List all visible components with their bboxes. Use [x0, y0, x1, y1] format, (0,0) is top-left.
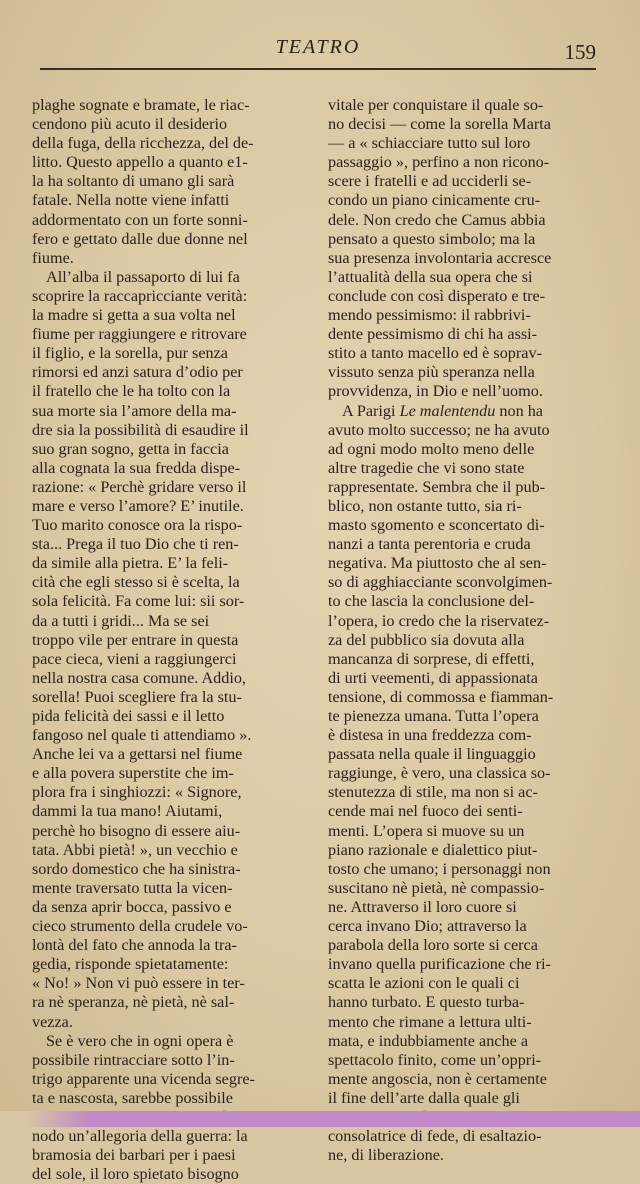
header-rule	[40, 68, 596, 70]
text-line: cendono più acuto il desiderio	[32, 115, 228, 134]
text-line: sorella! Puoi scegliere fra la stu-	[32, 687, 242, 706]
text-line: tata. Abbi pietà! », un vecchio e	[32, 840, 238, 859]
text-line: mancanza di sorprese, di effetti,	[328, 649, 535, 668]
text-line: invano quella purificazione che ri-	[328, 955, 551, 974]
text-line: sta... Prega il tuo Dio che ti ren-	[32, 535, 239, 554]
text-line: alla cognata la sua fredda dispe-	[32, 458, 241, 477]
text-line: dele. Non credo che Camus abbia	[328, 210, 546, 229]
right-text-column	[328, 96, 596, 1165]
text-line: consolatrice di fede, di esaltazio-	[328, 1127, 542, 1146]
text-line: raggiunge, è vero, una classica so-	[328, 764, 551, 783]
left-text-column	[32, 96, 304, 1184]
running-title: TEATRO	[275, 36, 361, 58]
text-line: da senza aprir bocca, passivo e	[32, 897, 232, 916]
text-line: passaggio », perfino a non ricono-	[328, 153, 550, 172]
text-line: plora fra i singhiozzi: « Signore,	[32, 783, 242, 802]
text-line: tensione, di commossa e fiamman-	[328, 687, 554, 706]
text-line: za del pubblico sia dovuta alla	[328, 630, 525, 649]
play-title: Le malentendu	[399, 401, 496, 420]
text-line: cità che egli stesso si è scelta, la	[32, 573, 240, 592]
text-line: Anche lei va a gettarsi nel fiume	[32, 745, 243, 764]
text-line: mente angoscia, non è certamente	[328, 1069, 547, 1088]
text-line: è distesa in una freddezza com-	[328, 726, 532, 745]
text-line: stito a tanto macello ed è soprav-	[328, 344, 542, 363]
page-bottom-edge	[0, 1111, 640, 1127]
text-line: so di agghiacciante sconvolgimen-	[328, 573, 553, 592]
text-line: della fuga, della ricchezza, del de-	[32, 134, 254, 153]
page-number: 159	[564, 40, 596, 64]
text-line: il fine dell’arte dalla quale gli	[328, 1088, 520, 1107]
text-line: altre tragedie che vi sono state	[328, 458, 525, 477]
text-line: suscitano nè pietà, nè compassio-	[328, 878, 545, 897]
text-line: to che lascia la conclusione del-	[328, 592, 535, 611]
page-header	[40, 32, 596, 72]
text-line: nodo un’allegoria della guerra: la	[32, 1127, 248, 1146]
text-line: passata nella quale il linguaggio	[328, 745, 536, 764]
text-line: suo gran sogno, getta in faccia	[32, 439, 229, 458]
text-line: ad ogni modo molto meno delle	[328, 439, 535, 458]
text-line: rappresentate. Sembra che il pub-	[328, 477, 546, 496]
text-line: pensato a questo simbolo; ma la	[328, 229, 536, 248]
text-line: Se è vero che in ogni opera è	[46, 1031, 234, 1050]
text-line: nanzi a tanta perentoria e cruda	[328, 535, 531, 554]
text-line: vissuto senza più speranza nella	[328, 363, 535, 382]
text-line: vitale per conquistare il quale so-	[328, 96, 544, 114]
text-line: la madre si getta a sua volta nel	[32, 306, 236, 325]
text-line: ne. Attraverso il loro cuore si	[328, 897, 517, 916]
text-line: condo un piano cinicamente cru-	[328, 191, 541, 210]
text-line: Tuo marito conosce ora la rispo-	[32, 516, 243, 535]
text-line: del sole, il loro spietato bisogno	[32, 1165, 239, 1184]
text-line: possibile rintracciare sotto l’in-	[32, 1050, 235, 1069]
text-line: scoprire la raccapricciante verità:	[32, 286, 248, 305]
text-line: « No! » Non vi può essere in ter-	[32, 974, 245, 993]
text-line: razione: « Perchè gridare verso il	[32, 477, 247, 496]
text-line: sua presenza involontaria accresce	[328, 248, 552, 267]
text-line: parabola della loro sorte si cerca	[328, 936, 538, 955]
text-line: cieco strumento della crudele vo-	[32, 917, 248, 936]
text-line: l’attualità della sua opera che si	[328, 267, 533, 286]
text-line: fangoso nel quale ti attendiamo ».	[32, 726, 252, 745]
text-line: addormentato con un forte sonni-	[32, 210, 248, 229]
text-line: dammi la tua mano! Aiutami,	[32, 802, 223, 821]
text-line: mente traversato tutta la vicen-	[32, 878, 233, 897]
text-line: plaghe sognate e bramate, le riac-	[32, 96, 250, 114]
text-line: mare e verso l’amore? E’ inutile.	[32, 496, 244, 515]
text-line: fiume per raggiungere e ritrovare	[32, 325, 247, 344]
text-line: negativa. Ma piuttosto che al sen-	[328, 554, 547, 573]
text-line: sordo domestico che ha sinistra-	[32, 859, 241, 878]
text-line: e alla povera superstite che im-	[32, 764, 234, 783]
text-line: fiume.	[32, 248, 74, 267]
text-line: nella nostra casa comune. Addio,	[32, 668, 246, 687]
text-line: ne, di liberazione.	[328, 1146, 444, 1165]
text-line: scere i fratelli e ad ucciderli se-	[328, 172, 532, 191]
text-line: sua morte sia l’amore della ma-	[32, 401, 237, 420]
text-line: sola felicità. Fa come lui: sii sor-	[32, 592, 245, 611]
text-line: bramosia dei barbari per i paesi	[32, 1146, 236, 1165]
text-line: spettacolo finito, come un’oppri-	[328, 1050, 542, 1069]
text-line: hanno turbato. E questo turba-	[328, 993, 525, 1012]
text-line: gedia, risponde spietatamente:	[32, 955, 229, 974]
text-line: di urti veementi, di appassionata	[328, 668, 538, 687]
text-line: litto. Questo appello a quanto e1-	[32, 153, 248, 172]
text-line: tosto che umano; i personaggi non	[328, 859, 551, 878]
text-line: te pienezza umana. Tutta l’opera	[328, 707, 539, 725]
text-line: dre sia la possibilità di esaudire il	[32, 420, 249, 439]
text-line: conclude con così disperato e tre-	[328, 286, 546, 305]
text-line: perchè ho bisogno di essere aiu-	[32, 821, 241, 840]
text-line: cerca invano Dio; attraverso la	[328, 917, 527, 936]
text-line: rimorsi ed anzi satura d’odio per	[32, 363, 243, 382]
text-line: il fratello che le ha tolto con la	[32, 382, 231, 401]
text-line: cende mai nel fuoco dei senti-	[328, 802, 523, 821]
text-line: trigo apparente una vicenda segre-	[32, 1069, 255, 1088]
text-line: stenutezza di stile, ma non si ac-	[328, 783, 538, 802]
text-line: A Parigi Le malentendu non ha	[342, 401, 543, 420]
text-line: pace cieca, vieni a raggiungerci	[32, 649, 237, 668]
text-line: mendo pessimismo: il rabbrivi-	[328, 306, 531, 325]
text-line: la ha soltanto di umano gli sarà	[32, 172, 235, 191]
text-line: dente pessimismo di chi ha assi-	[328, 325, 538, 344]
text-line: provvidenza, in Dio e nell’uomo.	[328, 382, 543, 401]
text-line: lontà del fato che annoda la tra-	[32, 936, 237, 955]
text-line: ra nè speranza, nè pietà, nè sal-	[32, 993, 235, 1012]
text-line: All’alba il passaporto di lui fa	[46, 267, 240, 286]
text-line: vezza.	[32, 1012, 73, 1031]
text-line: piano razionale e dialettico piut-	[328, 840, 538, 859]
text-line: mata, e indubbiamente anche a	[328, 1031, 529, 1050]
text-line: fatale. Nella notte viene infatti	[32, 191, 230, 210]
text-line: da a tutti i gridi... Ma se sei	[32, 611, 210, 630]
text-line: l’opera, io credo che la riservatez-	[328, 611, 550, 630]
text-line: — a « schiacciare tutto sul loro	[328, 134, 531, 153]
text-line: ta e nascosta, sarebbe possibile	[32, 1088, 233, 1107]
text-line: masto sgomento e sconcertato di-	[328, 516, 545, 535]
text-line: da simile alla pietra. E’ la feli-	[32, 554, 229, 573]
text-line: pida felicità dei sassi e il letto	[32, 707, 225, 725]
text-line: troppo vile per entrare in questa	[32, 630, 239, 649]
text-line: fero e gettato dalle due donne nel	[32, 229, 248, 248]
text-line: mento che rimane a lettura ulti-	[328, 1012, 532, 1031]
text-line: il figlio, e la sorella, pur senza	[32, 344, 228, 363]
text-line: menti. L’opera si muove su un	[328, 821, 525, 840]
text-line: no decisi — come la sorella Marta	[328, 115, 551, 134]
text-line: avuto molto successo; ne ha avuto	[328, 420, 550, 439]
text-line: scatta le azioni con le quali ci	[328, 974, 520, 993]
text-line: blico, non ostante tutto, sia ri-	[328, 496, 522, 515]
